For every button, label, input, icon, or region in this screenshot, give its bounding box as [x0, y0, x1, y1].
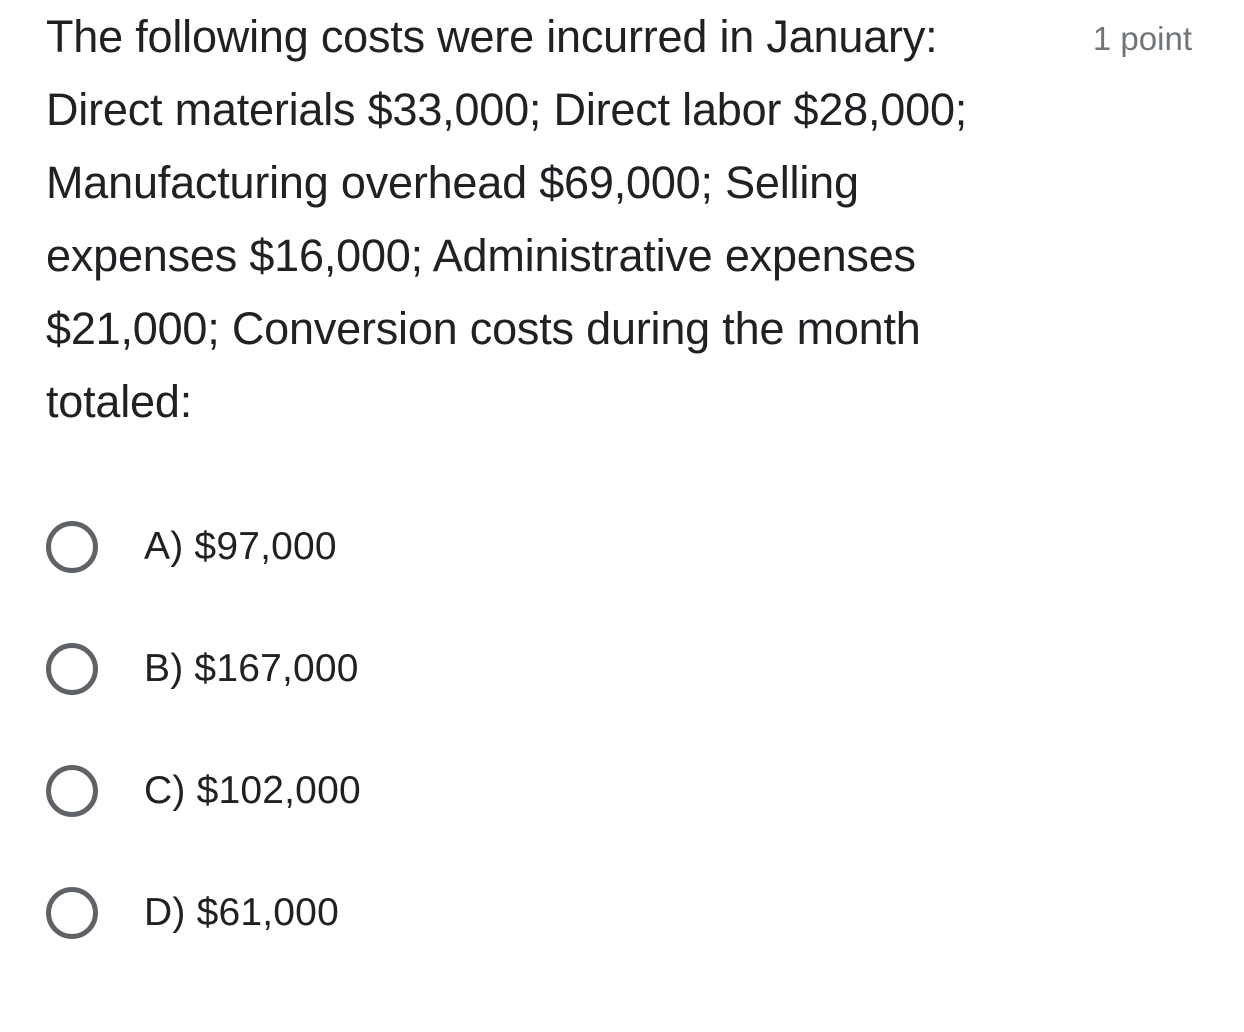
radio-button-d[interactable]: [46, 887, 98, 939]
option-d-label[interactable]: D) $61,000: [144, 891, 339, 934]
radio-button-b[interactable]: [46, 643, 98, 695]
option-d[interactable]: [46, 881, 1046, 945]
option-a-label[interactable]: A) $97,000: [144, 525, 337, 568]
question-block: [46, 0, 1206, 438]
question-header: [46, 0, 1206, 438]
option-b[interactable]: [46, 637, 1046, 701]
points-label: 1 point: [1092, 20, 1192, 57]
radio-button-c[interactable]: [46, 765, 98, 817]
option-a[interactable]: [46, 515, 1046, 579]
question-text: The following costs were incurred in January: Direct materials $33,000; Direct labor $28,000; Manufacturing overhead $69,000; Selling expenses $16,000; Administrative expenses $21,000; Conversion costs during the month totaled:: [46, 11, 968, 427]
option-c[interactable]: [46, 759, 1046, 823]
radio-button-a[interactable]: [46, 521, 98, 573]
option-b-label[interactable]: B) $167,000: [144, 647, 359, 690]
option-c-label[interactable]: C) $102,000: [144, 769, 361, 812]
answer-options: [46, 515, 1046, 1003]
